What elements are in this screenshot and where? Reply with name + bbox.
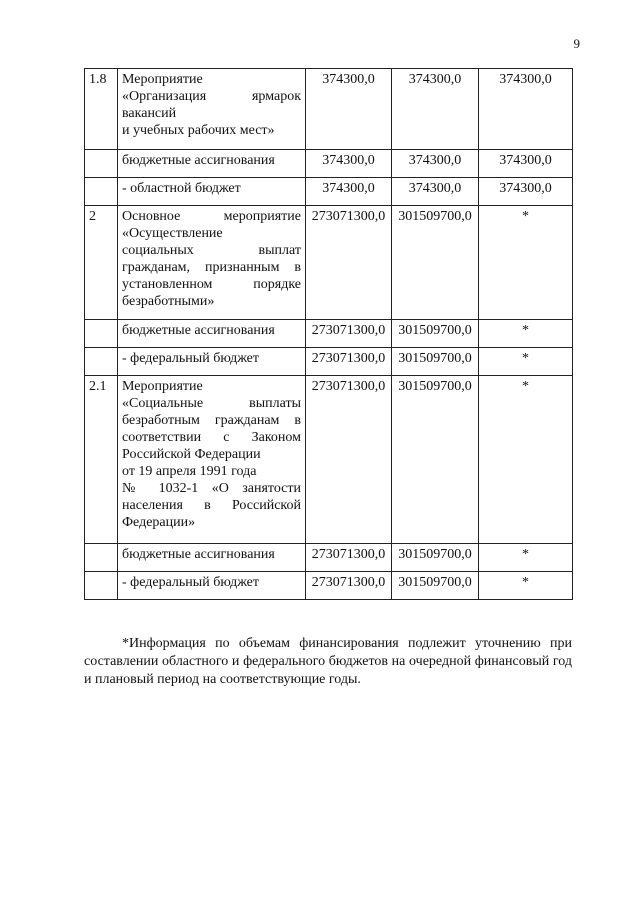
row-name-line: - федеральный бюджет <box>122 351 260 366</box>
table-row <box>85 544 573 572</box>
value-cell: 301509700,0 <box>392 544 479 572</box>
value-cell: 273071300,0 <box>306 320 392 348</box>
row-name-line: населения в Российской <box>122 498 301 513</box>
row-number: 2.1 <box>85 376 118 544</box>
row-number <box>85 178 118 206</box>
row-name-line: Федерации» <box>122 515 196 530</box>
row-name <box>118 544 306 572</box>
row-name-line: вакансий <box>122 106 177 121</box>
value-cell: 273071300,0 <box>306 206 392 320</box>
value-cell: 273071300,0 <box>306 376 392 544</box>
value-cell: * <box>479 544 573 572</box>
row-name <box>118 376 306 544</box>
value-cell: 374300,0 <box>392 69 479 150</box>
value-cell: 374300,0 <box>306 178 392 206</box>
row-name-line: бюджетные ассигнования <box>122 547 275 562</box>
table-row <box>85 178 573 206</box>
value-cell: * <box>479 320 573 348</box>
row-name-line: Мероприятие <box>122 72 203 87</box>
row-name-line: соответствии с Законом <box>122 430 301 445</box>
value-cell: 301509700,0 <box>392 320 479 348</box>
row-name-line: бюджетные ассигнования <box>122 153 275 168</box>
row-name-line: Основное мероприятие <box>122 209 301 224</box>
value-cell: 374300,0 <box>479 178 573 206</box>
value-cell: * <box>479 348 573 376</box>
value-cell: 374300,0 <box>479 69 573 150</box>
row-name <box>118 69 306 150</box>
value-cell: 374300,0 <box>306 69 392 150</box>
row-name-line: гражданам, признанным в <box>122 260 301 275</box>
table-row <box>85 376 573 544</box>
value-cell: 374300,0 <box>392 150 479 178</box>
row-name-line: бюджетные ассигнования <box>122 323 275 338</box>
table-row <box>85 572 573 600</box>
value-cell: 301509700,0 <box>392 206 479 320</box>
table-row <box>85 206 573 320</box>
row-number <box>85 320 118 348</box>
value-cell: * <box>479 206 573 320</box>
table-row <box>85 69 573 150</box>
row-number <box>85 572 118 600</box>
row-number <box>85 348 118 376</box>
row-number <box>85 150 118 178</box>
row-name <box>118 178 306 206</box>
row-name-line: Российской Федерации <box>122 447 261 462</box>
row-name <box>118 348 306 376</box>
row-name-line: «Осуществление <box>122 226 223 241</box>
page-number: 9 <box>573 36 580 51</box>
value-cell: 374300,0 <box>479 150 573 178</box>
financing-footnote: *Информация по объемам финансирования подлежит уточнению при составлении областного и федерального бюджетов на очередной финансовый год и плановый период на соответствующие годы. <box>84 636 572 687</box>
value-cell: 374300,0 <box>306 150 392 178</box>
row-number: 1.8 <box>85 69 118 150</box>
table-row <box>85 150 573 178</box>
value-cell: 273071300,0 <box>306 572 392 600</box>
value-cell: 301509700,0 <box>392 572 479 600</box>
row-number <box>85 544 118 572</box>
budget-table <box>84 68 573 600</box>
table-row <box>85 320 573 348</box>
value-cell: 301509700,0 <box>392 376 479 544</box>
row-name <box>118 150 306 178</box>
row-name-line: от 19 апреля 1991 года <box>122 464 257 479</box>
row-name-line: безработным гражданам в <box>122 413 301 428</box>
row-number: 2 <box>85 206 118 320</box>
row-name-line: - федеральный бюджет <box>122 575 260 590</box>
row-name-line: - областной бюджет <box>122 181 241 196</box>
row-name-line: социальных выплат <box>122 243 301 258</box>
row-name-line: и учебных рабочих мест» <box>122 123 275 138</box>
table-row <box>85 348 573 376</box>
row-name-line: «Социальные выплаты <box>122 396 301 411</box>
row-name-line: Мероприятие <box>122 379 203 394</box>
value-cell: * <box>479 572 573 600</box>
row-name-line: «Организация ярмарок <box>122 89 301 104</box>
row-name <box>118 320 306 348</box>
row-name-line: № 1032-1 «О занятости <box>122 481 301 496</box>
row-name-line: безработными» <box>122 294 215 309</box>
value-cell: * <box>479 376 573 544</box>
value-cell: 273071300,0 <box>306 544 392 572</box>
value-cell: 374300,0 <box>392 178 479 206</box>
value-cell: 273071300,0 <box>306 348 392 376</box>
row-name <box>118 572 306 600</box>
row-name-line: установленном порядке <box>122 277 301 292</box>
row-name <box>118 206 306 320</box>
value-cell: 301509700,0 <box>392 348 479 376</box>
